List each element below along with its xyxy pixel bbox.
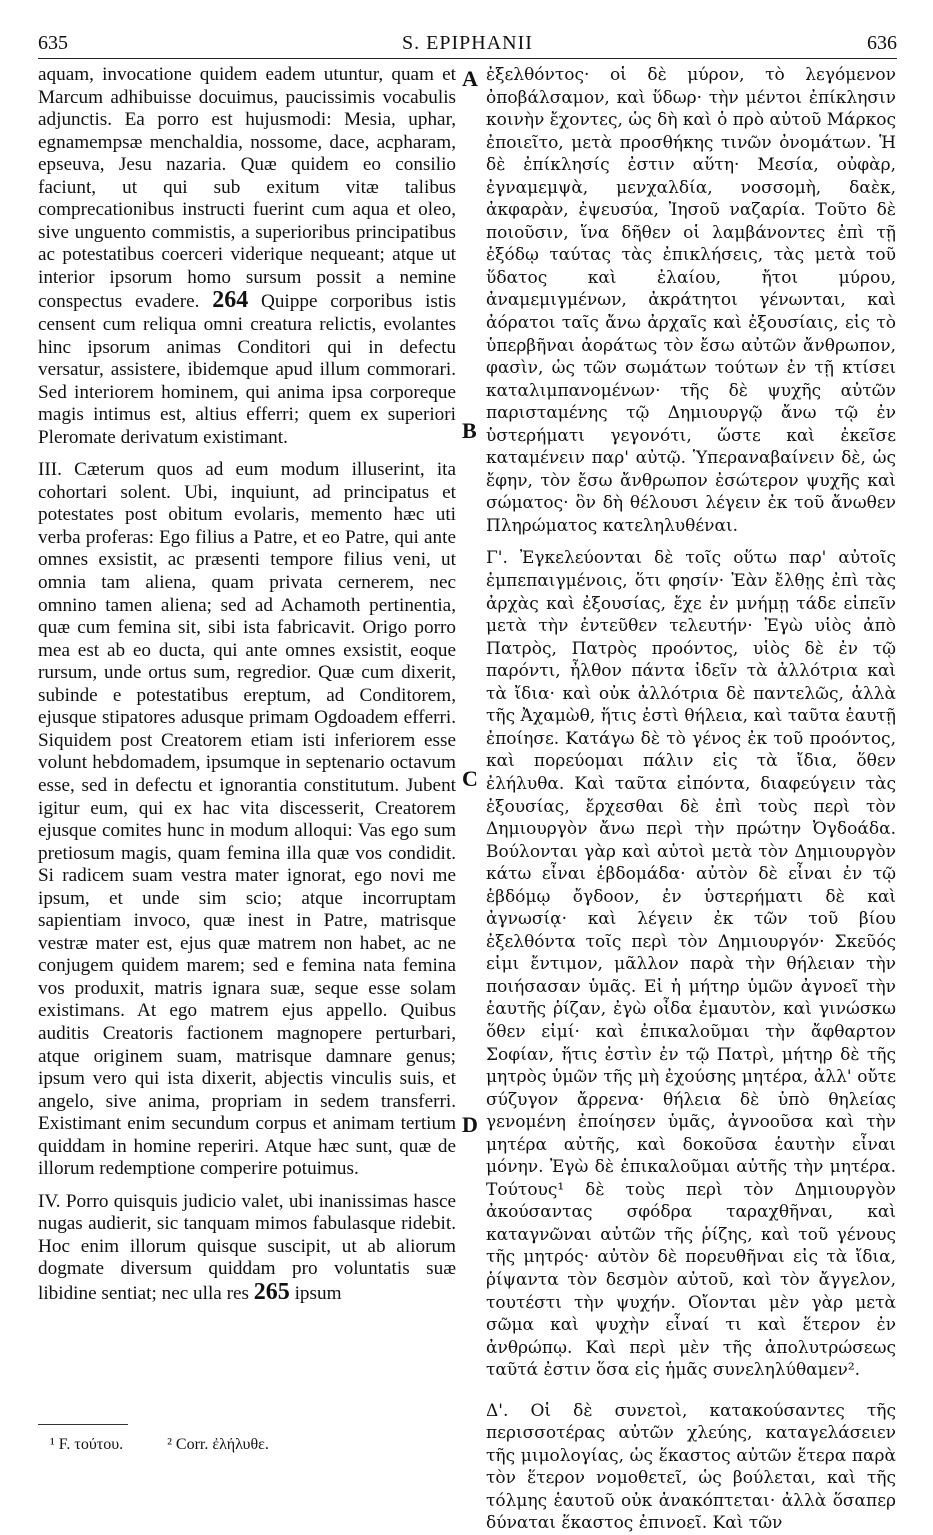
footnotes	[50, 1436, 309, 1454]
greek-paragraph: ἐξελθόντος· οἱ δὲ μύρον, τὸ λεγόμενον ὀποβάλσαμον, καὶ ὕδωρ· τὴν μέντοι ἐπίκλησιν κοινὴν ἔχοντες, ὡς δὴ καὶ ὁ πρὸ αὐτοῦ Μάρκος ἐποιεῖτο, μετὰ προσθήκης τινῶν ὀνομάτων. Ἡ δὲ ἐπίκλησίς ἐστιν αὕτη· Μεσία, οὐφὰρ, ἐγναμεμψὰ, μενχαλδία, νοσσομὴ, δαὲκ, ἀκφαρὰν, ἐψευσύα, Ἰησοῦ ναζαρία. Τοῦτο δὲ ποιοῦσιν, ἵνα δῆθεν οἱ λαμβάνοντες ἐπὶ τῇ ἐξόδῳ ταύτας τὰς ἐπικλήσεις, τὰς μετὰ τοῦ ὕδατος καὶ ἐλαίου, ἤτοι μύρου, ἀναμεμιγμένων, ἀκράτητοι γένωνται, καὶ ἀόρατοι ταῖς ἄνω ἀρχαῖς καὶ ἐξουσίαις, εἰς τὸ ὑπερβῆναι ἀοράτως τὸν ἔσω αὐτῶν ἄνθρωπον, φασὶν, ὡς τῶν σωμάτων τούτων ἐν τῇ κτίσει καταλιμπανομένων· τῆς δὲ ψυχῆς αὐτῶν παρισταμένης τῷ Δημιουργῷ ἄνω τῷ ἐν ὑστερήματι γεγονότι, ὥστε καὶ ἐκεῖσε καταμένειν παρ' αὐτῷ. Ὑπεραναβαίνειν δὲ, ὡς ἔφην, τὸν ἔσω ἄνθρωπον ἐσώτερον ψυχῆς καὶ σώματος· ὃν δὴ θέλουσι λέγειν ἐκ τοῦ ἄνωθεν Πληρώματος κατεληλυθέναι.	[486, 65, 897, 536]
latin-text: IV. Porro quisquis judicio valet, ubi inanissimas hasce nugas audierit, sic tanquam mimos fabulasque ridebit. Hoc enim illorum quisque suscipit, ut ab aliorum dogmate diversum quiddam pro voluntatis suæ libidine sentiat; nec ulla res	[38, 1190, 456, 1304]
latin-text: Quippe corporibus istis censent cum reliqua omni creatura relictis, evolantes hinc ipsorum animas Conditori qui in defectu versatur, assistere, ibidemque apud illum commorari. Sed interiorem hominem, qui anima ipsa corporeque magis intimus est, altius efferri; quem ex superiori Pleromate derivatum existimant.	[38, 291, 456, 448]
running-header	[38, 30, 897, 59]
latin-column	[38, 64, 456, 1306]
section-number: 265	[253, 1278, 290, 1305]
section-number: 264	[212, 287, 249, 314]
latin-text: ipsum	[294, 1282, 342, 1304]
latin-text: aquam, invocatione quidem eadem utuntur, quam et Marcum adhibuisse docuimus, paucissimis vocabulis adjunctis. Ea porro est hujusmodi: Mesia, uphar, egnamempsæ menchaldia, nossome, dace, acpharam, epseuva, Jesu nazaria. Quæ quidem eo consilio faciunt, ut qui sub exitum vitæ talibus comprecationibus instructi fuerint cum aqua et oleo, sive unguento commistis, a superioribus principatibus ac potestatibus coerceri viderique nequeant; atque ut interior ipsorum homo sursum possit a nemine conspectus evadere.	[38, 64, 456, 313]
page-number-left: 635	[38, 32, 68, 54]
latin-paragraph: III. Cæterum quos ad eum modum illuserint, ita cohortari solent. Ubi, inquiunt, ad principatus et potestates post obitum evolaris, memento hæc uti verba proferas: Ego filius a Patre, et eo Patre, qui ante omnes exsistit, ac præsenti tempore filius veni, ut omnia tam aliena, quam privata cernerem, nec omnino tamen aliena; sed ad Achamoth pertinentia, quæ cum femina sit, sibi ista fabricavit. Origo porro mea est ab eo ducta, qui ante omnes exsistit, eoque rursum, unde ortus sum, regredior. Quæ cum dixerit, subinde e potestatibus ereptum, ad Conditorem, ejusque stipatores adusque primam Ogdoadem efferri. Siquidem post Creatorem etiam isti inferiorem esse volunt hebdomadem, ipsumque in septenario octavum esse, sed in defectu et ignorantia constitutum. Jubent igitur eum, qui ex hac vita discesserit, Creatorem ejusque comites hunc in modum alloqui: Vas ego sum pretiosum magis, quam femina illa quæ vos condidit. Si radicem suam vestra mater ignorat, ego novi me ipsum, et unde sim scio; atque incorruptam sapientiam invoco, quæ inest in Patre, matrisque vestræ mater est, ejus quæ matrem non habet, ac ne conjugem quidem marem; sed e femina nata femina vos produxit, matris ignara suæ, seque esse solam existimans. At ego matrem ejus appello. Quibus auditis Creatoris factionem magnopere perturbari, atque originem suam, matrisque damnare genus; ipsum vero qui ista dixerit, abjectis vinculis suis, et angelo, sive anima, propriam in sedem transferri. Existimant enim secundum corpus et animam tertium quiddam in homine reperiri. Atque hæc sunt, quæ de illorum redemptione comperire potuimus.	[38, 459, 456, 1180]
margin-letter: B	[462, 418, 477, 443]
footnote-rule	[38, 1424, 128, 1425]
latin-paragraph	[38, 64, 456, 449]
page-number-right: 636	[867, 32, 897, 54]
greek-paragraph: Γ'. Ἐγκελεύονται δὲ τοῖς οὕτω παρ' αὐτοῖς ἐμπεπαιγμένοις, ὅτι φησίν· Ἐὰν ἔλθῃς ἐπὶ τὰς ἀρχὰς καὶ ἐξουσίας, ἔχε ἐν μνήμῃ τάδε εἰπεῖν μετὰ τὴν ἐντεῦθεν τελευτήν· Ἐγὼ υἱὸς ἀπὸ Πατρὸς, Πατρὸς προόντος, υἱὸς δὲ ἐν τῷ παρόντι, ἦλθον πάντα ἰδεῖν τὰ ἀλλότρια καὶ τὰ ἴδια· καὶ οὐκ ἀλλότρια δὲ παντελῶς, ἀλλὰ τῆς Ἀχαμὼθ, ἥτις ἐστὶ θήλεια, καὶ ταῦτα ἑαυτῇ ἐποίησε. Κατάγω δὲ τὸ γένος ἐκ τοῦ προόντος, καὶ πορεύομαι πάλιν εἰς τὰ ἴδια, ὅθεν ἐλήλυθα. Καὶ ταῦτα εἰπόντα, διαφεύγειν τὰς ἐξουσίας, ἔρχεσθαι δὲ ἐπὶ τοὺς περὶ τὸν Δημιουργὸν ἄνω περὶ τὴν πρώτην Ὀγδοάδα. Βούλονται γὰρ καὶ αὐτοὶ μετὰ τὸν Δημιουργὸν κάτω εἶναι ἑβδομάδα· αὐτὸν δὲ εἶναι ἐν τῷ ἑβδόμῳ ὄγδοον, ἐν ὑστερήματι δὲ καὶ ἀγνωσίᾳ· καὶ λέγειν ἐκ τῶν τοῦ βίου ἐξελθόντα τοῖς περὶ τὸν Δημιουργόν· Σκεῦός εἰμι ἔντιμον, μᾶλλον παρὰ τὴν θήλειαν τὴν ποιήσασαν ὑμᾶς. Εἰ ἡ μήτηρ ὑμῶν ἀγνοεῖ τὴν ἑαυτῆς ῥίζαν, ἐγὼ οἶδα ἐμαυτὸν, καὶ γινώσκω ὅθεν εἰμί· καὶ ἐπικαλοῦμαι τὴν ἄφθαρτον Σοφίαν, ἥτις ἐστὶν ἐν τῷ Πατρὶ, μήτηρ δὲ τῆς μητρὸς ὑμῶν τῆς μὴ ἐχούσης μητέρα, ἀλλ' οὔτε σύζυγον ἄρρενα· θήλεια δὲ ὑπὸ θηλείας γενομένη ἐποίησεν ὑμᾶς, ἀγνοοῦσα καὶ τὴν μητέρα αὐτῆς, καὶ δοκοῦσα ἑαυτὴν εἶναι μόνην. Ἐγὼ δὲ ἐπικαλοῦμαι αὐτῆς τὴν μητέρα. Τούτους¹ δὲ τοὺς περὶ τὸν Δημιουργὸν ἀκούσαντας σφόδρα ταραχθῆναι, καὶ καταγνῶναι αὐτῶν τῆς ῥίζης, καὶ τοῦ γένους τῆς μητρός· αὐτὸν δὲ πορευθῆναι εἰς τὰ ἴδια, ῥίψαντα τὸν δεσμὸν αὐτοῦ, καὶ τὸν ἄγγελον, τουτέστι τὴν ψυχήν. Οἴονται μὲν γὰρ μετὰ σῶμα καὶ ψυχὴν εἶναί τι καὶ ἕτερον ἐν ἀνθρώπῳ. Καὶ περὶ μὲν τῆς ἀπολυτρώσεως ταῦτά ἐστιν ὅσα εἰς ἡμᾶς συνεληλύθαμεν².	[486, 548, 896, 1381]
margin-letter: A	[462, 66, 478, 91]
greek-paragraph: Δ'. Οἱ δὲ συνετοὶ, κατακούσαντες τῆς περισσοτέρας αὐτῶν χλεύης, καταγελάσειεν τῆς μιμολογίας, ὡς ἕκαστος αὐτῶν ἕτερα παρὰ τὸν ἕτερον νομοθετεῖ, ὡς βούλεται, καὶ τῆς τόλμης ἑαυτοῦ οὐκ ἀνακόπτεται· ἀλλὰ ὅσαπερ δύναται ἕκαστος ἐπινοεῖ. Καὶ τῶν	[486, 1400, 896, 1534]
latin-paragraph	[38, 1191, 456, 1306]
footnote: ² Corr. ἐλήλυθε.	[167, 1436, 269, 1453]
running-title: S. EPIPHANII	[402, 32, 533, 54]
margin-letter: D	[462, 1112, 478, 1137]
footnote: ¹ F. τούτου.	[50, 1436, 124, 1453]
margin-letter: C	[462, 766, 478, 791]
greek-column	[486, 64, 896, 1535]
